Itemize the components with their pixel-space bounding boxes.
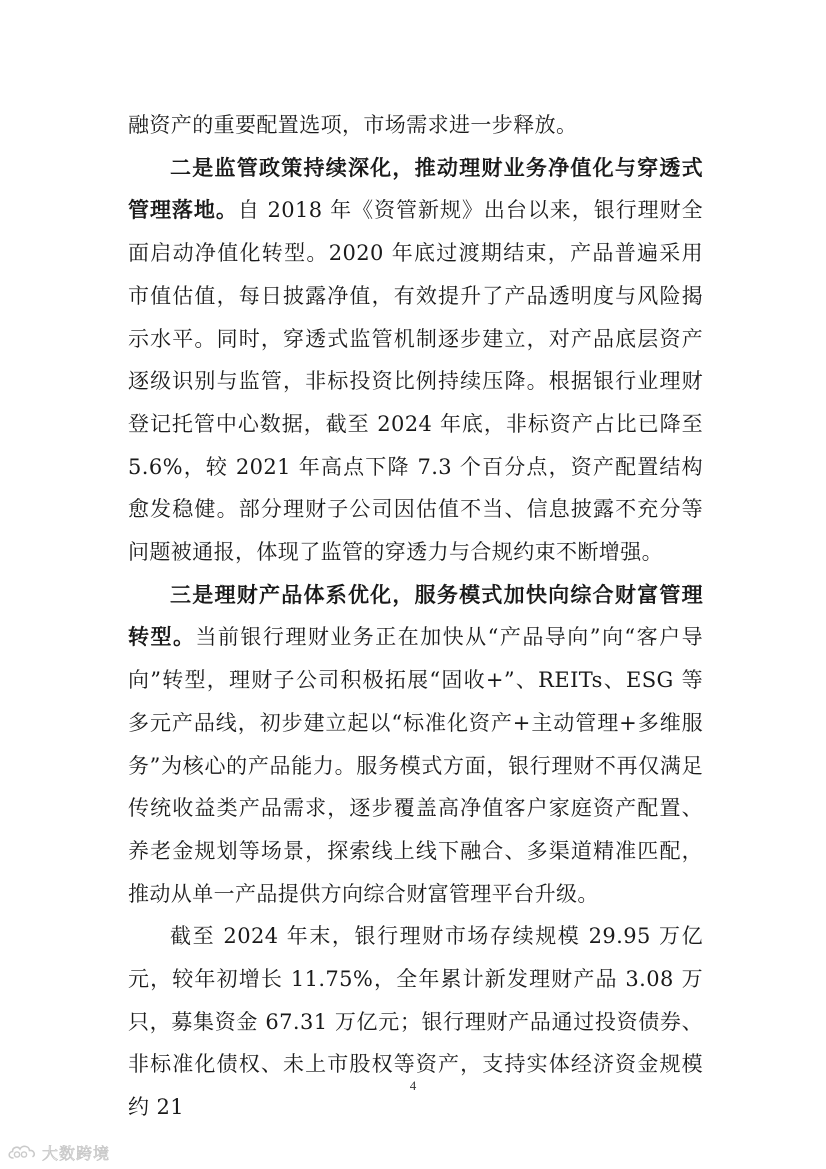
body-text	[128, 104, 703, 1129]
paragraph-text: 融资产的重要配置选项，市场需求进一步释放。	[128, 113, 578, 137]
page-number: 4	[409, 1078, 417, 1093]
paragraph	[128, 574, 703, 916]
paragraph	[128, 147, 703, 574]
paragraph	[128, 104, 703, 147]
paragraph-text: 截至 2024 年末，银行理财市场存续规模 29.95 万亿元，较年初增长 11.75%，全年累计新发理财产品 3.08 万只，募集资金 67.31 万亿元；银行理财产品通过投资债券、非标准化债权、未上市股权等资产，支持实体经济资金规模约 21	[128, 924, 703, 1120]
cloud-logo-icon	[6, 1143, 38, 1161]
paragraph-text: 当前银行理财业务正在加快从“产品导向”向“客户导向”转型，理财子公司积极拓展“固收+”、REITs、ESG 等多元产品线，初步建立起以“标准化资产+主动管理+多维服务”为核心的产品能力。服务模式方面，银行理财不再仅满足传统收益类产品需求，逐步覆盖高净值客户家庭资产配置、养老金规划等场景，探索线上线下融合、多渠道精准匹配，推动从单一产品提供方向综合财富管理平台升级。	[128, 625, 703, 906]
paragraph-heading: 二是监管政策持续深化，推动理财业务净值化与穿透式管理落地。	[128, 154, 703, 223]
paragraph-text: 自 2018 年《资管新规》出台以来，银行理财全面启动净值化转型。2020 年底过渡期结束，产品普遍采用市值估值，每日披露净值，有效提升了产品透明度与风险揭示水平。同时，穿透式监管机制逐步建立，对产品底层资产逐级识别与监管，非标投资比例持续压降。根据银行业理财登记托管中心数据，截至 2024 年底，非标资产占比已降至 5.6%，较 2021 年高点下降 7.3 个百分点，资产配置结构愈发稳健。部分理财子公司因估值不当、信息披露不充分等问题被通报，体现了监管的穿透力与合规约束不断增强。	[128, 198, 703, 565]
paragraph-heading: 三是理财产品体系优化，服务模式加快向综合财富管理转型。	[128, 581, 703, 650]
paragraph	[128, 915, 703, 1129]
watermark	[6, 1141, 110, 1163]
watermark-text: 大数跨境	[42, 1143, 111, 1163]
